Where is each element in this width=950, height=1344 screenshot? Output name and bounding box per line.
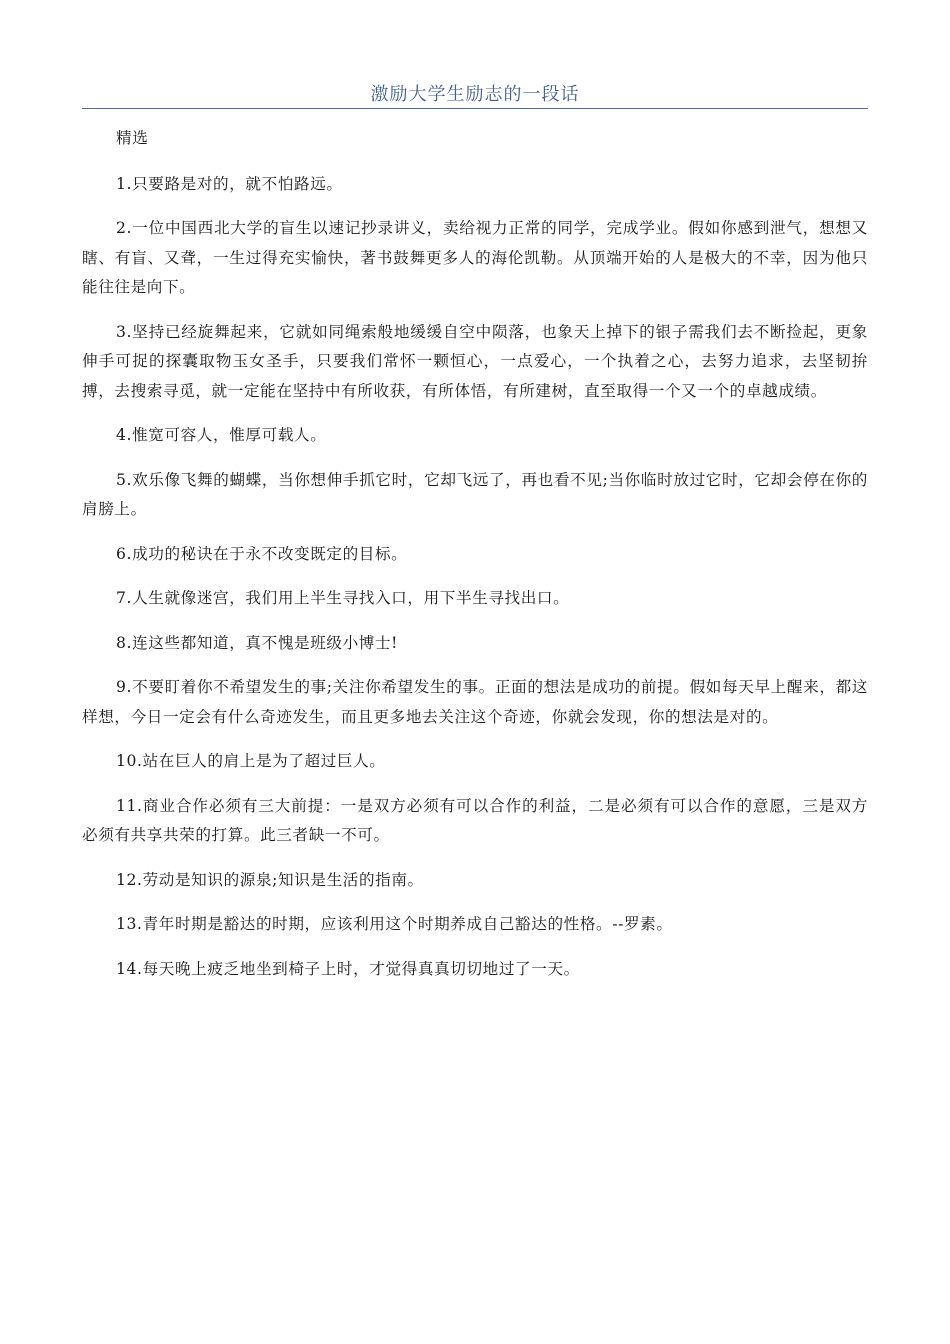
paragraph-7: 7.人生就像迷宫，我们用上半生寻找入口，用下半生寻找出口。 xyxy=(116,589,570,607)
paragraph-5: 5.欢乐像飞舞的蝴蝶，当你想伸手抓它时，它却飞远了，再也看不见;当你临时放过它时，它却会停在你的肩膀上。 xyxy=(82,470,868,518)
document-title: 激励大学生励志的一段话 xyxy=(370,84,580,105)
paragraph-3: 3.坚持已经旋舞起来，它就如同绳索般地缓缓自空中陨落，也象天上掉下的银子需我们去不断捡起，更象伸手可捉的探囊取物玉女圣手，只要我们常怀一颗恒心，一点爱心，一个执着之心，去努力追求，去坚韧拚搏，去搜索寻觅，就一定能在坚持中有所收获，有所体悟，有所建树，直至取得一个又一个的卓越成绩。 xyxy=(82,322,868,400)
document-body xyxy=(82,124,868,999)
paragraph-12: 12.劳动是知识的源泉;知识是生活的指南。 xyxy=(116,870,424,889)
paragraph-4: 4.惟宽可容人，惟厚可载人。 xyxy=(116,426,327,444)
subtitle: 精选 xyxy=(116,129,149,147)
paragraph-1: 1.只要路是对的，就不怕路远。 xyxy=(116,174,343,193)
paragraph-2: 2.一位中国西北大学的盲生以速记抄录讲义，卖给视力正常的同学，完成学业。假如你感到泄气，想想又瞎、有盲、又聋，一生过得充实愉快，著书鼓舞更多人的海伦凯勒。从顶端开始的人是极大的不幸，因为他只能往往是向下。 xyxy=(82,219,868,296)
paragraph-9: 9.不要盯着你不希望发生的事;关注你希望发生的事。正面的想法是成功的前提。假如每天早上醒来，都这样想，今日一定会有什么奇迹发生，而且更多地去关注这个奇迹，你就会发现，你的想法是对的。 xyxy=(82,678,868,726)
paragraph-6: 6.成功的秘诀在于永不改变既定的目标。 xyxy=(116,544,408,563)
paragraph-10: 10.站在巨人的肩上是为了超过巨人。 xyxy=(116,752,386,770)
paragraph-13: 13.青年时期是豁达的时期，应该利用这个时期养成自己豁达的性格。--罗素。 xyxy=(116,915,673,933)
paragraph-11: 11.商业合作必须有三大前提：一是双方必须有可以合作的利益，二是必须有可以合作的意愿，三是双方必须有共享共荣的打算。此三者缺一不可。 xyxy=(82,796,868,844)
paragraph-8: 8.连这些都知道，真不愧是班级小博士! xyxy=(116,633,399,652)
paragraph-14: 14.每天晚上疲乏地坐到椅子上时，才觉得真真切切地过了一天。 xyxy=(116,959,580,978)
title-divider xyxy=(82,108,868,109)
